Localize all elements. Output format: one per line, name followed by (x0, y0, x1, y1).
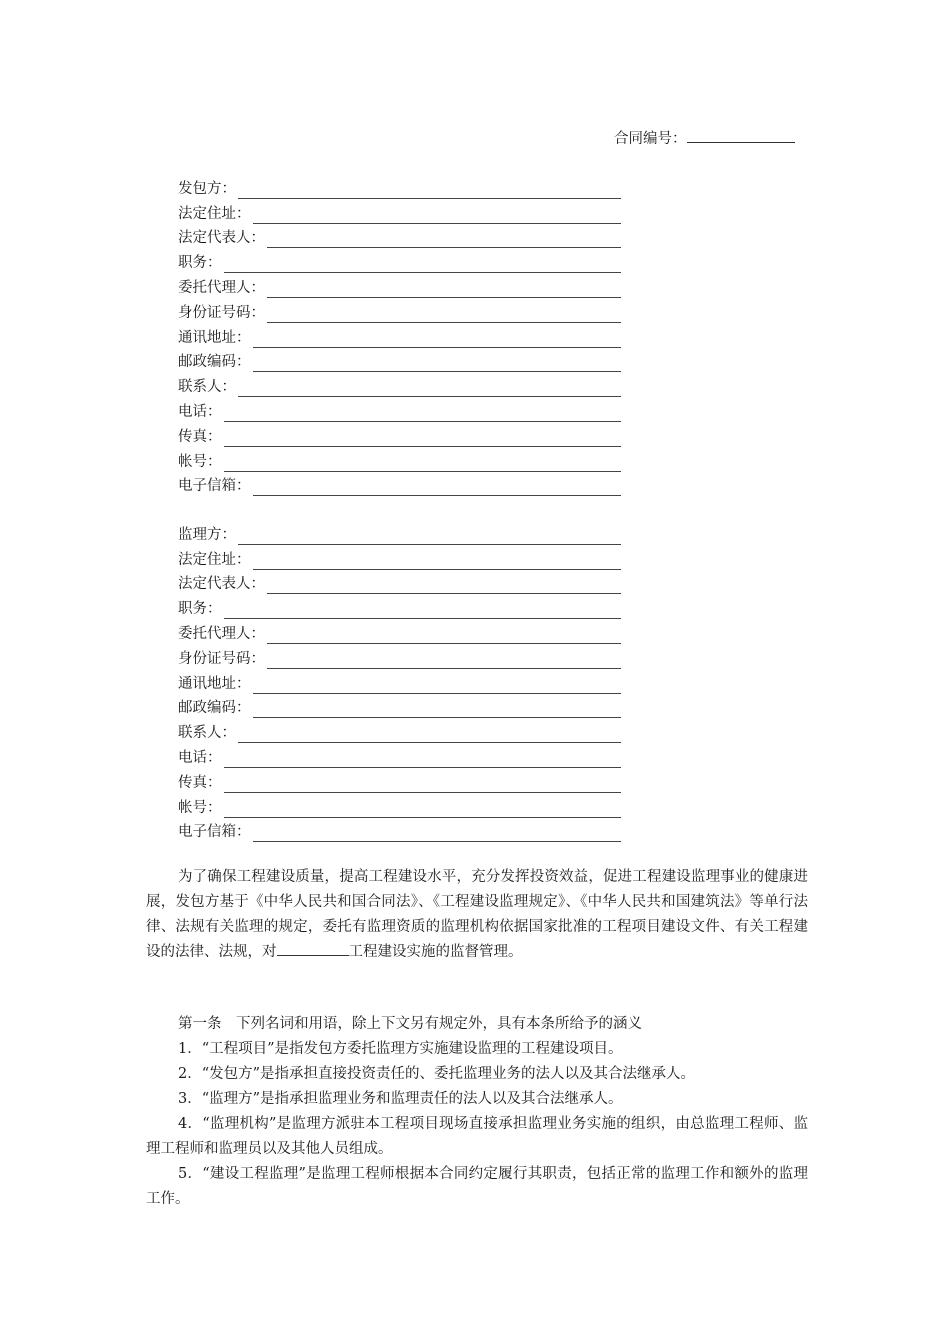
supervisor-field-contact (178, 718, 621, 743)
fill-line (224, 753, 622, 768)
fill-line (253, 703, 622, 718)
contract-number (614, 128, 795, 149)
employer-field-fax (178, 422, 621, 447)
field-label: 传真： (178, 428, 222, 445)
supervisor-field-id-number (178, 644, 621, 669)
fill-line (253, 481, 622, 496)
fill-line (253, 827, 622, 842)
supervisor-field-position (178, 594, 621, 619)
field-label: 委托代理人： (178, 625, 265, 642)
fill-line (224, 407, 622, 422)
fill-line (267, 233, 621, 248)
field-label: 身份证号码： (178, 650, 265, 667)
supervisor-field-account (178, 793, 621, 818)
article-1-heading: 第一条 下列名词和用语，除上下文另有规定外，具有本条所给予的涵义 (178, 1016, 642, 1032)
supervisor-field-postcode (178, 694, 621, 719)
intro-text-part2: 工程建设实施的监督管理。 (348, 944, 523, 960)
intro-text-part1: 为了确保工程建设质量，提高工程建设水平，充分发挥投资效益，促进工程建设监理事业的健康进展，发包方基于《中华人民共和国合同法》、《工程建设监理规定》、《中华人民共和国建筑法》等单行法律、法规有关监理的规定，委托有监理资质的监理机构依据国家批准的工程项目建设文件、有关工程建设的法律、法规，对 (146, 869, 808, 960)
fill-line (253, 333, 622, 348)
intro-paragraph (146, 865, 808, 965)
field-label: 邮政编码： (178, 700, 251, 717)
field-label: 法定住址： (178, 205, 251, 222)
field-label: 委托代理人： (178, 279, 265, 296)
fill-line (224, 432, 622, 447)
fill-line (253, 209, 622, 224)
supervisor-field-email (178, 818, 621, 843)
employer-field-id-number (178, 298, 621, 323)
field-label: 职务： (178, 255, 222, 272)
fill-line (267, 654, 621, 669)
supervisor-field-agent (178, 619, 621, 644)
employer-field-phone (178, 397, 621, 422)
fill-line (238, 530, 621, 545)
field-label: 通讯地址： (178, 329, 251, 346)
field-label: 法定代表人： (178, 230, 265, 247)
fill-line (267, 579, 621, 594)
field-label: 法定代表人： (178, 576, 265, 593)
supervisor-field-fax (178, 768, 621, 793)
employer-field-address (178, 199, 621, 224)
fill-line (267, 629, 621, 644)
fill-line (253, 679, 622, 694)
project-name-blank (277, 941, 349, 956)
supervisor-field-legal-rep (178, 570, 621, 595)
field-label: 联系人： (178, 725, 236, 742)
supervisor-field-mail-address (178, 669, 621, 694)
field-label: 电话： (178, 749, 222, 766)
fill-line (253, 555, 622, 570)
fill-line (224, 778, 622, 793)
article-1-item: 5．“建设工程监理”是监理工程师根据本合同约定履行其职责，包括正常的监理工作和额外的监理工作。 (146, 1166, 808, 1207)
intro-text (146, 865, 808, 965)
fill-line (224, 457, 622, 472)
fill-line (253, 357, 622, 372)
employer-section (178, 174, 621, 496)
field-label: 联系人： (178, 379, 236, 396)
field-label: 电话： (178, 403, 222, 420)
field-label: 邮政编码： (178, 354, 251, 371)
article-1 (146, 1012, 808, 1212)
field-label: 帐号： (178, 453, 222, 470)
field-label: 发包方： (178, 180, 236, 197)
employer-field-position (178, 248, 621, 273)
fill-line (224, 258, 622, 273)
fill-line (224, 604, 622, 619)
fill-line (267, 308, 621, 323)
supervisor-field-name (178, 520, 621, 545)
fill-line (224, 803, 622, 818)
employer-field-name (178, 174, 621, 199)
field-label: 传真： (178, 774, 222, 791)
employer-field-postcode (178, 348, 621, 373)
supervisor-field-address (178, 545, 621, 570)
employer-field-account (178, 447, 621, 472)
article-1-item: 3．“监理方”是指承担监理业务和监理责任的法人以及其合法继承人。 (178, 1091, 623, 1107)
fill-line (267, 283, 621, 298)
contract-number-label: 合同编号： (614, 131, 687, 147)
supervisor-section (178, 520, 621, 842)
field-label: 监理方： (178, 526, 236, 543)
employer-field-email (178, 472, 621, 497)
supervisor-field-phone (178, 743, 621, 768)
employer-field-agent (178, 273, 621, 298)
field-label: 电子信箱： (178, 478, 251, 495)
field-label: 通讯地址： (178, 675, 251, 692)
employer-field-legal-rep (178, 224, 621, 249)
employer-field-mail-address (178, 323, 621, 348)
field-label: 职务： (178, 601, 222, 618)
field-label: 电子信箱： (178, 824, 251, 841)
field-label: 帐号： (178, 799, 222, 816)
article-1-item: 1．“工程项目”是指发包方委托监理方实施建设监理的工程建设项目。 (178, 1041, 623, 1057)
article-1-item: 4．“监理机构”是监理方派驻本工程项目现场直接承担监理业务实施的组织，由总监理工程师、监理工程师和监理员以及其他人员组成。 (146, 1116, 808, 1157)
employer-field-contact (178, 372, 621, 397)
fill-line (238, 728, 621, 743)
article-1-item: 2．“发包方”是指承担直接投资责任的、委托监理业务的法人以及其合法继承人。 (178, 1066, 696, 1082)
field-label: 身份证号码： (178, 304, 265, 321)
fill-line (238, 382, 621, 397)
field-label: 法定住址： (178, 551, 251, 568)
fill-line (238, 184, 621, 199)
contract-number-blank (687, 128, 795, 143)
